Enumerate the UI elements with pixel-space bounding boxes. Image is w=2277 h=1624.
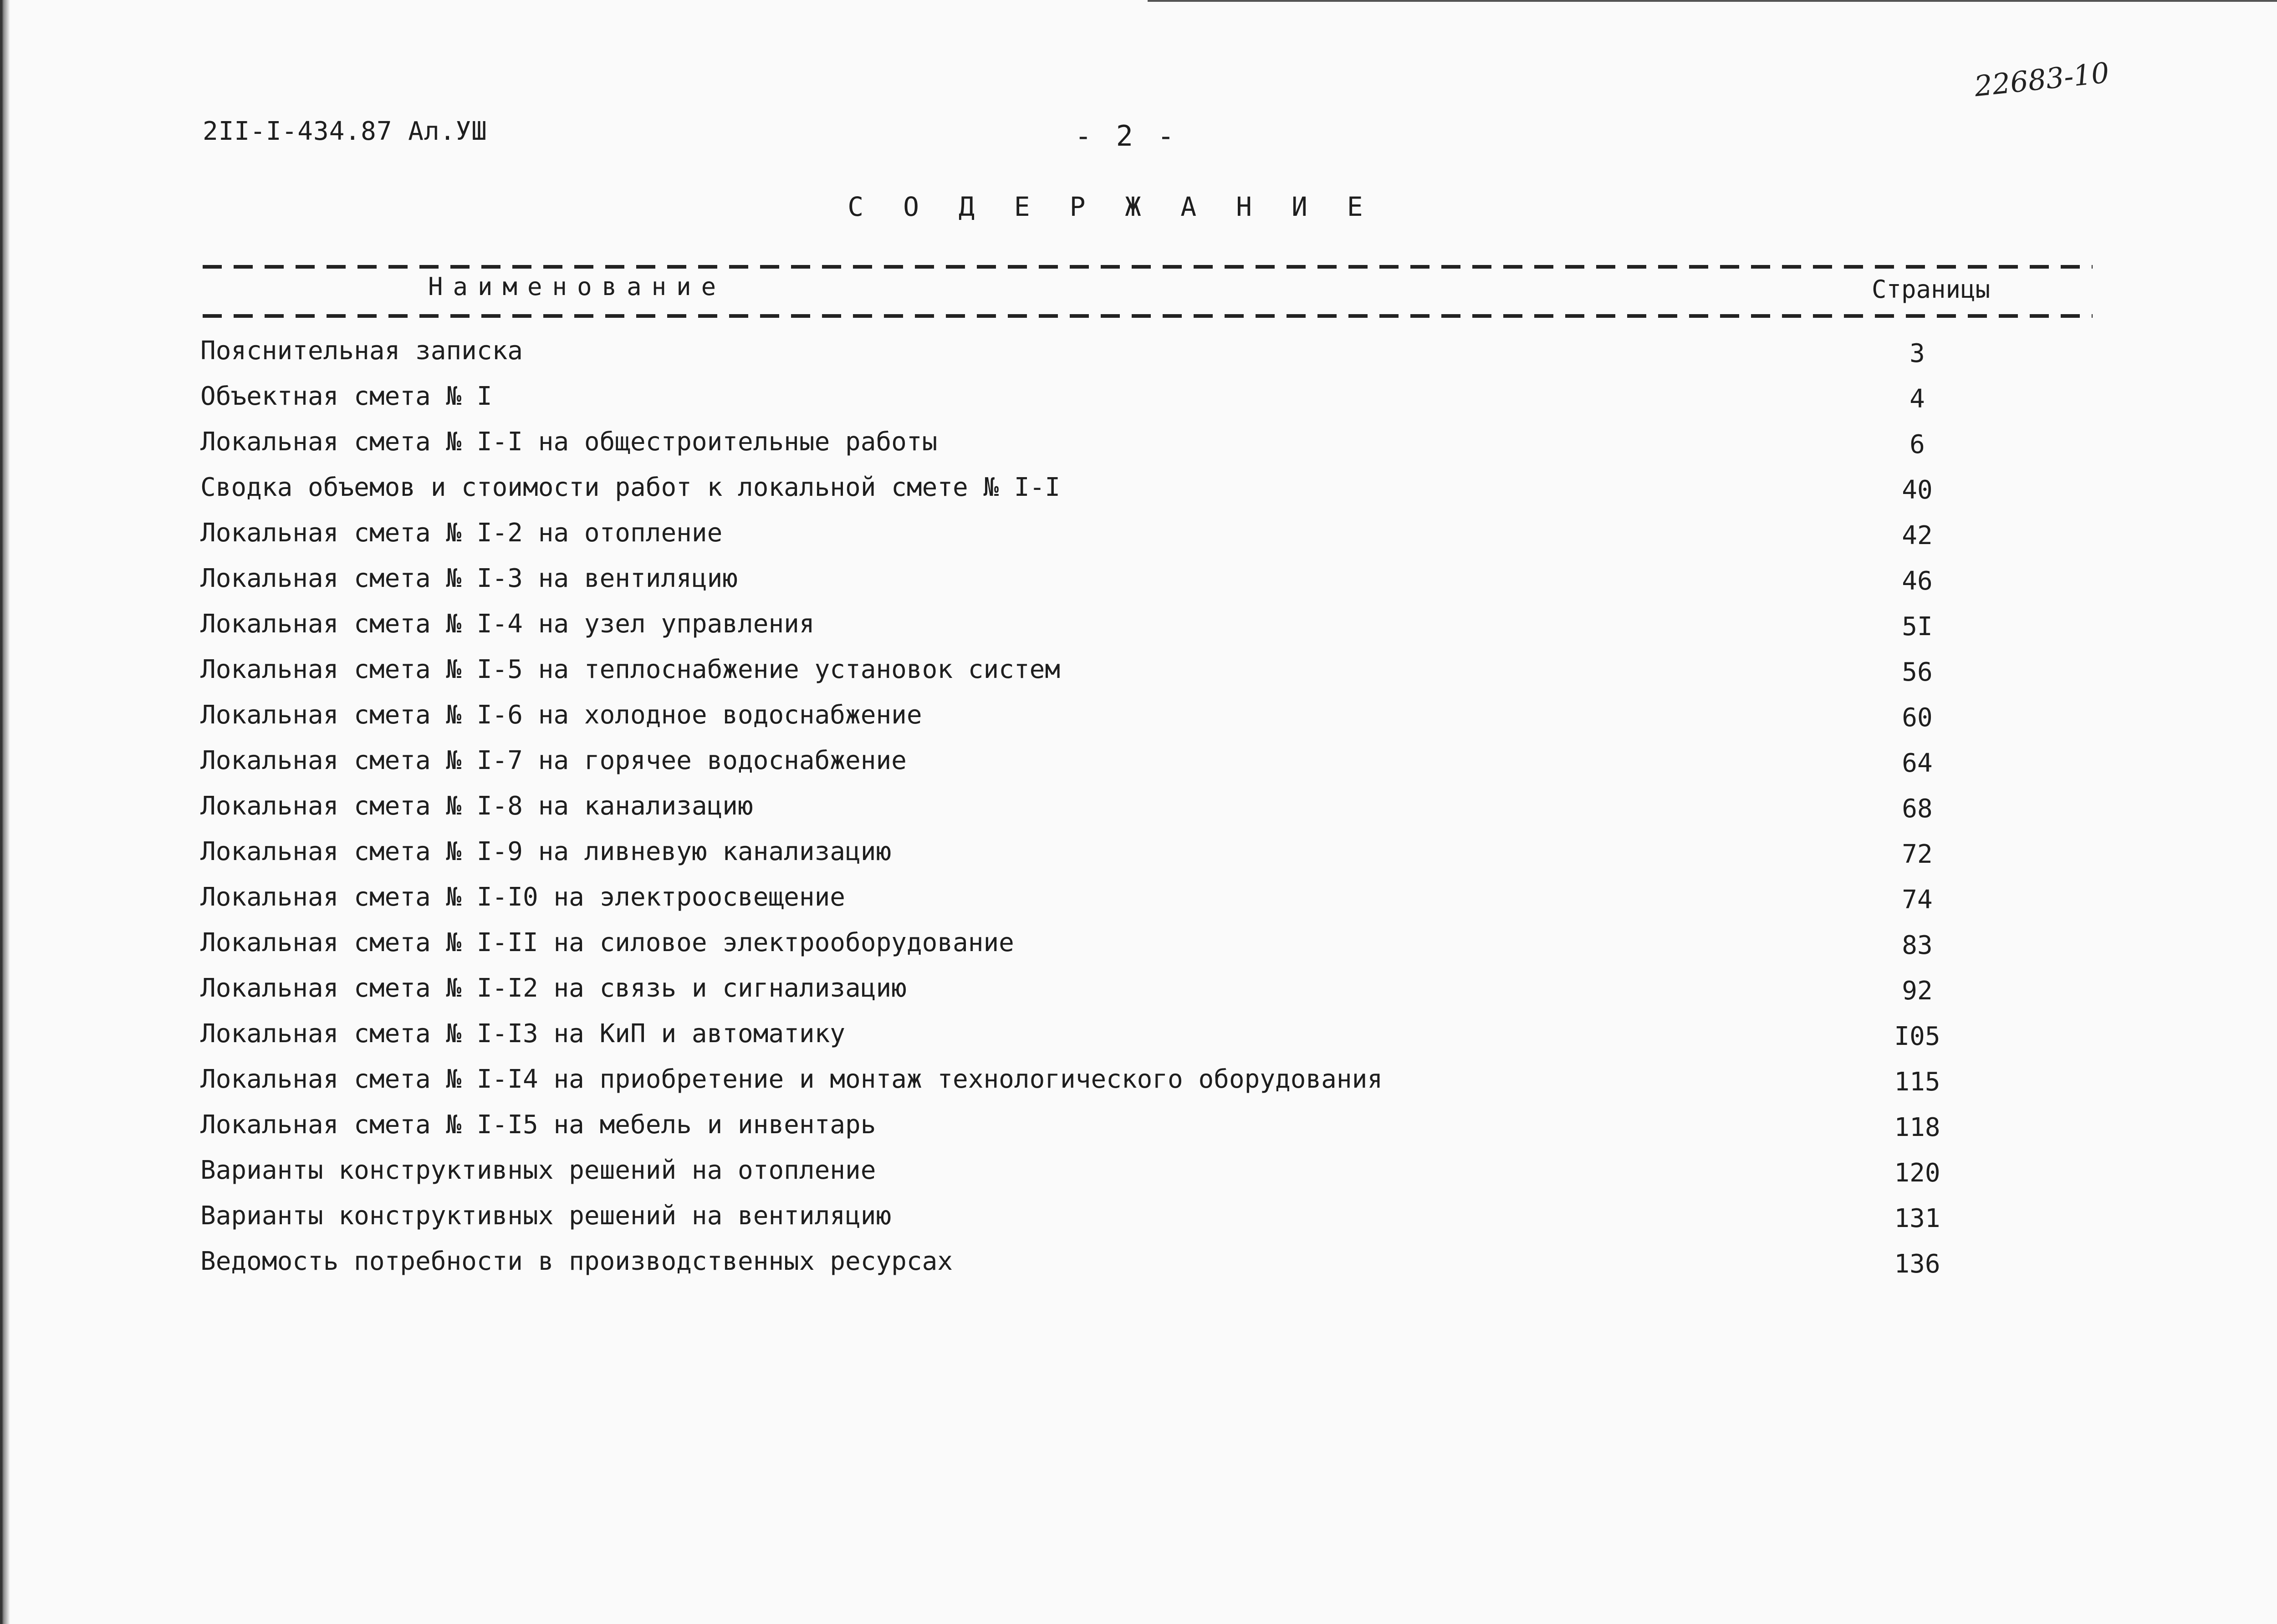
row-page-number: 115 xyxy=(1894,1067,1940,1097)
row-title: Локальная смета № I-4 на узел управления xyxy=(200,609,815,639)
row-title: Локальная смета № I-I на общестроительные работы xyxy=(200,427,938,457)
row-page-number: 74 xyxy=(1902,885,1933,915)
row-page-number: 83 xyxy=(1902,931,1933,960)
column-header-name: Наименование xyxy=(428,272,726,301)
row-page-number: 5I xyxy=(1902,612,1933,641)
row-page-number: 120 xyxy=(1894,1158,1940,1188)
table-row xyxy=(0,427,2277,468)
page-title: С О Д Е Р Ж А Н И Е xyxy=(847,191,1375,222)
table-row xyxy=(0,1156,2277,1196)
table-row xyxy=(0,473,2277,514)
row-title: Локальная смета № I-I5 на мебель и инвентарь xyxy=(200,1110,876,1140)
row-title: Локальная смета № I-I4 на приобретение и монтаж технологического оборудования xyxy=(200,1064,1383,1094)
row-page-number: 72 xyxy=(1902,840,1933,869)
row-title: Локальная смета № I-5 на теплоснабжение установок систем xyxy=(200,655,1061,684)
table-row xyxy=(0,928,2277,969)
table-row xyxy=(0,336,2277,377)
row-page-number: 118 xyxy=(1894,1113,1940,1142)
row-page-number: 68 xyxy=(1902,794,1933,824)
row-title: Локальная смета № I-3 на вентиляцию xyxy=(200,564,738,593)
row-page-number: 92 xyxy=(1902,976,1933,1006)
row-title: Локальная смета № I-7 на горячее водоснабжение xyxy=(200,746,907,775)
row-title: Локальная смета № I-9 на ливневую канализацию xyxy=(200,837,892,866)
row-page-number: 42 xyxy=(1902,521,1933,550)
row-title: Ведомость потребности в производственных ресурсах xyxy=(200,1247,953,1276)
table-row xyxy=(0,1247,2277,1288)
row-title: Пояснительная записка xyxy=(200,336,523,366)
table-row xyxy=(0,1110,2277,1151)
row-title: Объектная смета № I xyxy=(200,382,492,411)
table-row xyxy=(0,746,2277,787)
row-page-number: 60 xyxy=(1902,703,1933,733)
table-row xyxy=(0,700,2277,741)
table-row xyxy=(0,564,2277,605)
table-row xyxy=(0,973,2277,1014)
row-title: Локальная смета № I-II на силовое электрооборудование xyxy=(200,928,1014,957)
row-page-number: 4 xyxy=(1909,384,1925,414)
row-page-number: 131 xyxy=(1894,1204,1940,1233)
row-title: Варианты конструктивных решений на отопление xyxy=(200,1156,876,1185)
table-row xyxy=(0,518,2277,559)
row-title: Локальная смета № I-I0 на электроосвещение xyxy=(200,882,846,912)
row-title: Локальная смета № I-2 на отопление xyxy=(200,518,723,548)
row-page-number: I05 xyxy=(1894,1022,1940,1051)
row-page-number: 136 xyxy=(1894,1249,1940,1279)
table-row xyxy=(0,1201,2277,1242)
column-header-pages: Страницы xyxy=(1872,275,1991,304)
row-title: Локальная смета № I-I2 на связь и сигнализацию xyxy=(200,973,907,1003)
table-row xyxy=(0,791,2277,832)
page-number: - 2 - xyxy=(1075,119,1178,153)
table-row xyxy=(0,382,2277,423)
table-row xyxy=(0,837,2277,878)
row-page-number: 6 xyxy=(1909,430,1925,459)
row-title: Локальная смета № I-I3 на КиП и автоматику xyxy=(200,1019,846,1049)
row-page-number: 40 xyxy=(1902,475,1933,505)
row-title: Локальная смета № I-8 на канализацию xyxy=(200,791,753,821)
row-page-number: 64 xyxy=(1902,748,1933,778)
table-row xyxy=(0,655,2277,696)
table-row xyxy=(0,609,2277,650)
row-page-number: 46 xyxy=(1902,566,1933,596)
archive-number: 22683-10 xyxy=(1972,56,2111,103)
row-title: Сводка объемов и стоимости работ к локальной смете № I-I xyxy=(200,473,1061,502)
document-code: 2II-I-434.87 Ал.УШ xyxy=(203,117,487,146)
row-page-number: 3 xyxy=(1909,339,1925,368)
table-row xyxy=(0,1064,2277,1105)
row-title: Варианты конструктивных решений на вентиляцию xyxy=(200,1201,892,1231)
table-row xyxy=(0,1019,2277,1060)
table-row xyxy=(0,882,2277,923)
row-title: Локальная смета № I-6 на холодное водоснабжение xyxy=(200,700,922,730)
row-page-number: 56 xyxy=(1902,657,1933,687)
